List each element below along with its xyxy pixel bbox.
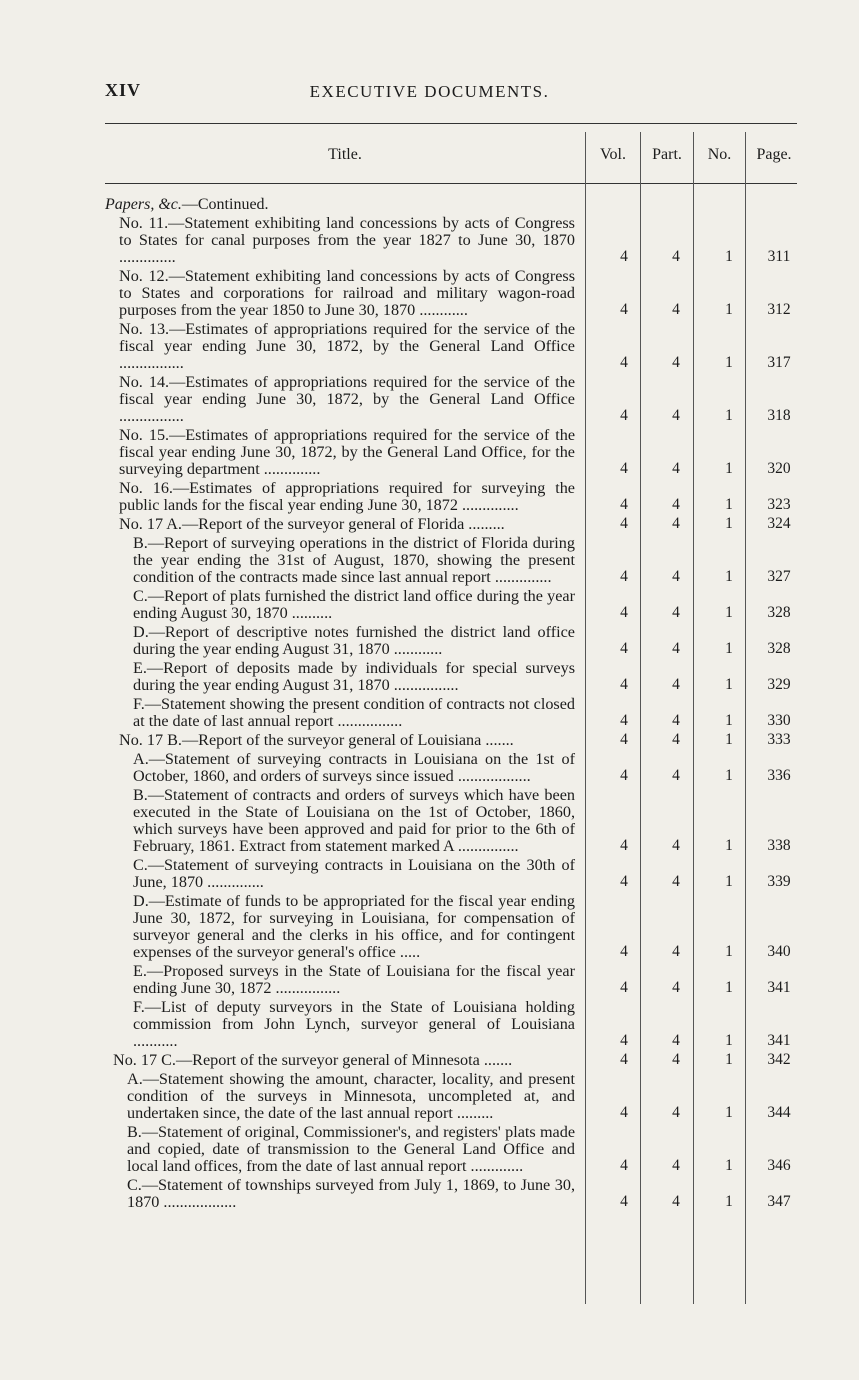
table-row: [105, 1177, 797, 1211]
section-heading-italic: Papers, &c.: [105, 196, 182, 213]
entry-no: 1: [725, 604, 733, 621]
entry-no: 1: [725, 979, 733, 996]
entry-no: 1: [725, 767, 733, 784]
entry-page: 323: [767, 496, 791, 513]
entry-vol: 4: [620, 1104, 628, 1121]
entry-numbers: [105, 408, 797, 425]
entry-title: No. 17 A.—Report of the surveyor general of Florida .........: [119, 515, 505, 533]
entry-part: 4: [672, 460, 680, 477]
entry-vol: 4: [620, 873, 628, 890]
entry-vol: 4: [620, 496, 628, 513]
entry-page: 333: [767, 731, 791, 748]
entry-numbers: [105, 944, 797, 961]
entry-title: No. 15.—Estimates of appropriations required for the service of the fiscal year ending June 30, 1872, by the General Land Office, for the surveying department ..............: [119, 426, 575, 478]
entry-no: 1: [725, 407, 733, 424]
table-row: [105, 1071, 797, 1122]
entry-no: 1: [725, 301, 733, 318]
entry-no: 1: [725, 943, 733, 960]
entry-title: No. 17 C.—Report of the surveyor general of Minnesota .......: [113, 1051, 513, 1069]
entry-vol: 4: [620, 604, 628, 621]
table-row: [105, 588, 797, 622]
entry-page: 338: [767, 837, 791, 854]
entry-numbers: [105, 355, 797, 372]
entry-numbers: [105, 1194, 797, 1211]
entry-numbers: [105, 569, 797, 586]
entry-vol: 4: [620, 1032, 628, 1049]
entry-no: 1: [725, 640, 733, 657]
section-heading: [105, 196, 575, 213]
entry-title: D.—Report of descriptive notes furnished the district land office during the year ending August 31, 1870 ............: [133, 623, 575, 658]
entry-part: 4: [672, 407, 680, 424]
entry-title: F.—Statement showing the present condition of contracts not closed at the date of last annual report ................: [133, 695, 575, 730]
entry-numbers: [105, 677, 797, 694]
entry-vol: 4: [620, 248, 628, 265]
entry-title: A.—Statement showing the amount, character, locality, and present condition of the surveys in Minnesota, uncompleted at, and undertaken since, the date of the last annual report .........: [127, 1070, 575, 1122]
entry-page: 341: [767, 979, 791, 996]
entry-page: 312: [767, 301, 791, 318]
entry-part: 4: [672, 1051, 680, 1068]
entry-title: No. 17 B.—Report of the surveyor general of Louisiana .......: [119, 731, 514, 749]
entry-part: 4: [672, 640, 680, 657]
table-row: [105, 427, 797, 478]
entry-page: 342: [767, 1051, 791, 1068]
entry-no: 1: [725, 496, 733, 513]
table-row: [105, 516, 797, 533]
entry-no: 1: [725, 568, 733, 585]
entry-title: B.—Statement of contracts and orders of surveys which have been executed in the State of Louisiana on the 1st of October, 1860, which surveys have been approved and paid for prior to the 6th of February, 1861. Extract from statement marked A ...............: [133, 786, 575, 855]
table-row: [105, 999, 797, 1050]
entry-vol: 4: [620, 979, 628, 996]
entry-title: B.—Statement of original, Commissioner's, and registers' plats made and copied, date of transmission to the General Land Office and local land offices, from the date of last annual report .............: [127, 1123, 575, 1175]
entry-title: C.—Statement of townships surveyed from July 1, 1869, to June 30, 1870 ..................: [127, 1176, 575, 1211]
entry-numbers: [105, 1158, 797, 1175]
entry-page: 324: [767, 515, 791, 532]
entry-page: 328: [767, 640, 791, 657]
table-row: [105, 215, 797, 266]
table-row: [105, 963, 797, 997]
entry-no: 1: [725, 837, 733, 854]
entry-vol: 4: [620, 354, 628, 371]
entry-vol: 4: [620, 1157, 628, 1174]
entry-no: 1: [725, 731, 733, 748]
entry-no: 1: [725, 1032, 733, 1049]
entry-numbers: [105, 874, 797, 891]
page-number: XIV: [105, 80, 142, 100]
entry-numbers: [105, 302, 797, 319]
entry-part: 4: [672, 515, 680, 532]
table-row: [105, 660, 797, 694]
entry-numbers: [105, 980, 797, 997]
entry-numbers: [105, 1033, 797, 1050]
entry-part: 4: [672, 676, 680, 693]
table-row: [105, 268, 797, 319]
table-row: [105, 374, 797, 425]
entry-page: 340: [767, 943, 791, 960]
entry-page: 327: [767, 568, 791, 585]
table-row: [105, 732, 797, 749]
entry-title: No. 14.—Estimates of appropriations required for the service of the fiscal year ending June 30, 1872, by the General Land Office ................: [119, 373, 575, 425]
entry-part: 4: [672, 1104, 680, 1121]
entry-title: No. 12.—Statement exhibiting land concessions by acts of Congress to States and corporations for railroad and military wagon-road purposes from the year 1850 to June 30, 1870 ............: [119, 267, 575, 319]
entry-page: 346: [767, 1157, 791, 1174]
entry-page: 317: [767, 354, 791, 371]
column-header-page: Page.: [756, 146, 792, 163]
entry-title: No. 11.—Statement exhibiting land concessions by acts of Congress to States for canal purposes from the year 1827 to June 30, 1870 ..............: [119, 214, 575, 266]
entry-page: 329: [767, 676, 791, 693]
entry-title: B.—Report of surveying operations in the district of Florida during the year ending the 31st of August, 1870, showing the present condition of the contracts made since last annual report ..............: [133, 534, 575, 586]
entry-numbers: [105, 641, 797, 658]
column-header-title: Title.: [328, 146, 362, 163]
page-title: EXECUTIVE DOCUMENTS.: [309, 82, 550, 101]
column-header-part: Part.: [652, 146, 682, 163]
entry-numbers: [105, 1052, 797, 1069]
entry-no: 1: [725, 712, 733, 729]
table-row: [105, 480, 797, 514]
entry-page: 330: [767, 712, 791, 729]
entry-vol: 4: [620, 301, 628, 318]
entry-numbers: [105, 605, 797, 622]
entry-numbers: [105, 1105, 797, 1122]
entry-title: F.—List of deputy surveyors in the State of Louisiana holding commission from John Lynch, surveyor general of Louisiana ...........: [133, 998, 575, 1050]
column-header-vol: Vol.: [600, 146, 626, 163]
entry-part: 4: [672, 1032, 680, 1049]
entry-page: 328: [767, 604, 791, 621]
table-top-rule: [105, 123, 797, 124]
table-row: [105, 857, 797, 891]
entry-vol: 4: [620, 640, 628, 657]
entry-vol: 4: [620, 837, 628, 854]
entry-numbers: [105, 461, 797, 478]
entry-part: 4: [672, 979, 680, 996]
entry-no: 1: [725, 460, 733, 477]
entry-page: 347: [767, 1193, 791, 1210]
entry-no: 1: [725, 1193, 733, 1210]
contents-entries: [105, 196, 797, 1213]
entry-vol: 4: [620, 712, 628, 729]
entry-numbers: [105, 249, 797, 266]
entry-part: 4: [672, 1157, 680, 1174]
entry-no: 1: [725, 354, 733, 371]
entry-page: 318: [767, 407, 791, 424]
table-row: [105, 624, 797, 658]
entry-no: 1: [725, 248, 733, 265]
entry-no: 1: [725, 873, 733, 890]
entry-part: 4: [672, 496, 680, 513]
entry-page: 339: [767, 873, 791, 890]
table-row: [105, 893, 797, 961]
entry-title: A.—Statement of surveying contracts in Louisiana on the 1st of October, 1860, and orders of surveys since issued ..................: [133, 750, 575, 785]
entry-page: 336: [767, 767, 791, 784]
entry-title: No. 16.—Estimates of appropriations required for surveying the public lands for the fiscal year ending June 30, 1872 ..............: [119, 479, 575, 514]
entry-part: 4: [672, 301, 680, 318]
section-heading-rest: —Continued.: [181, 196, 269, 213]
entry-part: 4: [672, 712, 680, 729]
entry-title: D.—Estimate of funds to be appropriated for the fiscal year ending June 30, 1872, for surveying in Louisiana, for compensation of surveyor general and the clerks in his office, and for contingent expenses of the surveyor general's office .....: [133, 892, 575, 961]
entry-page: 320: [767, 460, 791, 477]
entry-vol: 4: [620, 515, 628, 532]
table-row: [105, 1052, 797, 1069]
entry-numbers: [105, 768, 797, 785]
table-row: [105, 696, 797, 730]
entry-vol: 4: [620, 1193, 628, 1210]
entry-vol: 4: [620, 568, 628, 585]
entry-vol: 4: [620, 731, 628, 748]
entry-vol: 4: [620, 767, 628, 784]
table-row: [105, 1124, 797, 1175]
entry-part: 4: [672, 1193, 680, 1210]
entry-part: 4: [672, 604, 680, 621]
table-row: [105, 535, 797, 586]
entry-title: C.—Report of plats furnished the district land office during the year ending August 30, 1870 ..........: [133, 587, 575, 622]
table-row: [105, 751, 797, 785]
entry-numbers: [105, 713, 797, 730]
entry-no: 1: [725, 676, 733, 693]
entry-part: 4: [672, 354, 680, 371]
entry-vol: 4: [620, 676, 628, 693]
entry-vol: 4: [620, 460, 628, 477]
table-row: [105, 787, 797, 855]
entry-title: E.—Proposed surveys in the State of Louisiana for the fiscal year ending June 30, 1872 ................: [133, 962, 575, 997]
entry-part: 4: [672, 943, 680, 960]
entry-page: 341: [767, 1032, 791, 1049]
entry-numbers: [105, 732, 797, 749]
entry-numbers: [105, 838, 797, 855]
entry-part: 4: [672, 837, 680, 854]
entry-page: 311: [767, 248, 791, 265]
column-header-no: No.: [707, 146, 732, 163]
entry-no: 1: [725, 1051, 733, 1068]
entry-vol: 4: [620, 1051, 628, 1068]
entry-part: 4: [672, 568, 680, 585]
entry-part: 4: [672, 873, 680, 890]
entry-no: 1: [725, 1104, 733, 1121]
entry-part: 4: [672, 731, 680, 748]
table-row: [105, 321, 797, 372]
entry-title: E.—Report of deposits made by individuals for special surveys during the year ending August 31, 1870 ................: [133, 659, 575, 694]
entry-part: 4: [672, 248, 680, 265]
entry-title: No. 13.—Estimates of appropriations required for the service of the fiscal year ending June 30, 1872, by the General Land Office ................: [119, 320, 575, 372]
entry-no: 1: [725, 1157, 733, 1174]
entry-part: 4: [672, 767, 680, 784]
entry-title: C.—Statement of surveying contracts in Louisiana on the 30th of June, 1870 ..............: [133, 856, 575, 891]
entry-no: 1: [725, 515, 733, 532]
entry-numbers: [105, 516, 797, 533]
entry-vol: 4: [620, 943, 628, 960]
entry-numbers: [105, 497, 797, 514]
entry-page: 344: [767, 1104, 791, 1121]
entry-vol: 4: [620, 407, 628, 424]
